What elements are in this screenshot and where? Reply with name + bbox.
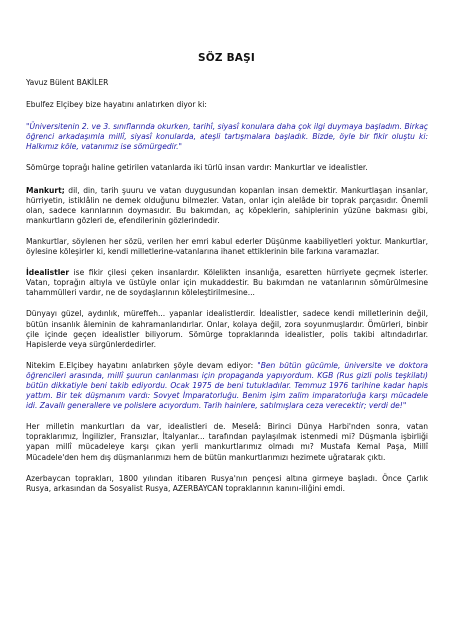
author-line: Yavuz Bülent BAKİLER [26,78,109,87]
nitekim-lead: Nitekim E.Elçibey hayatını anlatırken şöyle devam ediyor: [26,360,258,370]
intro-paragraph: Ebulfez Elçibey bize hayatını anlatırken diyor ki: [26,100,207,110]
document-body [26,78,428,505]
page-title: SÖZ BAŞI [198,52,255,64]
azerbaycan-paragraph: Azerbaycan toprakları, 1800 yılından itibaren Rusya'nın pençesi altına girmeye başladı. Önce Çarlık Rusya, arkasından da Sosyalist Rusya, AZERBAYCAN topraklarının kanını-iliğini emdi. [26,473,428,493]
mankurt-term: Mankurt; [26,185,65,195]
somurge-paragraph: Sömürge toprağı haline getirilen vatanlarda iki türlü insan vardır: Mankurtlar ve idealistler. [26,163,368,173]
idealist-term: İdealistler [26,268,70,278]
quote-text: "Ben bütün gücümle, üniversite ve doktora öğrencileri arasında, millî şuurun canlanması için propaganda yapıyordum. KGB (Rus gizli polis teşkilatı) bütün dikkatiyle beni takib ediyordu. Ocak 1975 de beni tutukladılar. Temmuz 1976 tarihine kadar hapis yattım. Bir tek düşmanım vardı: Sovyet İmparatorluğu. Benim işim zalim imparatorluğa karşı mücadele idi. Zavallı generallere ve polislere acıyordum. Tarih hainlere, satılmışlara ceza verecektir; verdi de!" [26,360,428,411]
mankurt-paragraph [26,186,428,226]
her-milletin-paragraph: Her milletin mankurtları da var, idealistleri de. Meselâ: Birinci Dünya Harbi'nden sonra, vatan topraklarımız, İngilizler, Fransızlar, İtalyanlar... tarafından paylaşılmak istenmedi mi? Düşmanla işbirliği yapan millî mücadeleye karşı çıkan yerli mankurtlarımız olmadı mı? Mustafa Kemal Paşa, Millî Mücadele'den hem dış düşmanlarımızı hem de bütün mankurtlarımızı hezimete uğratarak çıktı. [26,422,428,462]
mankurtlar-paragraph: Mankurtlar, söylenen her sözü, verilen her emri kabul ederler Düşünme kaabiliyetleri yoktur. Mankurtlar, öylesine köleşirler ki, kendi milletlerine-vatanlarına ihanet ettiklerinin bile farkına varamazlar. [26,236,428,257]
idealist-paragraph [26,268,428,298]
quote-paragraph: "Üniversitenin 2. ve 3. sınıflarında okurken, tarihî, siyasî konulara daha çok ilgi duymaya başladım. Birkaç öğrenci arkadaşımla millî, siyasî konularda, ateşli tartışmalara başladık. Bizde, öyle bir fikir oluştu ki: Halkımız köle, vatanımız ise sömürgedir." [26,122,428,152]
nitekim-paragraph [26,361,428,411]
mankurt-text: dil, din, tarih şuuru ve vatan duygusundan koparılan insan demektir. Mankurtlaşan insanlar, hürriyetin, istiklâlin ne demek olduğunu bilmezler. Vatan, onlar için alelâde bir toprak parçasıdır. Önemli olan, sadece karınlarının doymasıdır. Bu bakımdan, aç köpeklerin, sahiplerinin yüzüne bakması gibi, mankurtların gözleri de, efendilerinin gözlerindedir. [26,185,428,225]
idealist-text: ise fikir çilesi çeken insanlardır. Kölelikten insanlığa, esaretten hürriyete geçmek isterler. Vatan, toprağın altıyla ve üstüyle onlar için mukaddestir. Bu bakımdan ne vatanlarının sömürülmesine tahammülleri vardır, ne de soydaşlarının köleleştirilmesine... [26,268,428,298]
dunyayi-paragraph: Dünyayı güzel, aydınlık, müreffeh... yapanlar idealistlerdir. İdealistler, sadece kendi milletlerinin değil, bütün insanlık âleminin de kahramanlarıdırlar. Onlar, kolaya değil, zora soyunmuşlardır. Ömürleri, binbir çile içinde geçen idealistler biliyorum. Sömürge topraklarında idealistler, polis takibi altındadırlar. Hapislerde veya sürgünlerdedirler. [26,309,428,349]
